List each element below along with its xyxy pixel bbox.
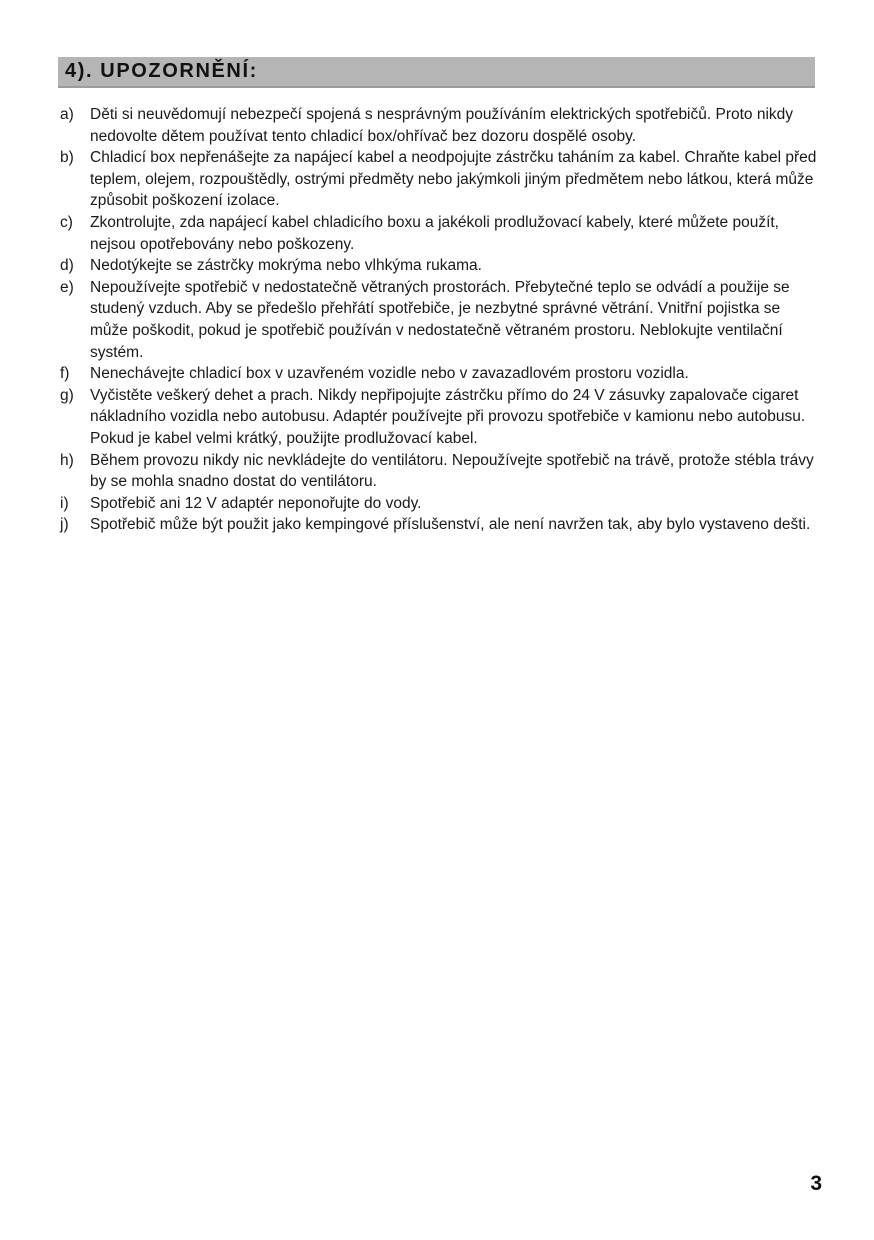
warning-list: [60, 104, 817, 536]
page-number: 3: [810, 1172, 822, 1195]
list-item-letter: h): [60, 451, 74, 469]
list-item: [60, 277, 817, 363]
list-item-text: Spotřebič ani 12 V adaptér neponořujte do vody.: [90, 494, 422, 512]
list-item-text: Chladicí box nepřenášejte za napájecí kabel a neodpojujte zástrčku taháním za kabel. Chraňte kabel před teplem, olejem, rozpouštědly, ostrými předměty nebo jakýmkoli jiným předmětem nebo látkou, která může způsobit poškození izolace.: [90, 149, 817, 210]
list-item: [60, 147, 817, 212]
list-item-letter: a): [60, 106, 74, 123]
list-item-letter: e): [60, 278, 74, 296]
list-item: [60, 493, 817, 515]
list-item-text: Vyčistěte veškerý dehet a prach. Nikdy nepřipojujte zástrčku přímo do 24 V zásuvky zapalovače cigaret nákladního vozidla nebo autobusu. Adaptér používejte při provozu spotřebiče v kamionu nebo autobusu. Pokud je kabel velmi krátký, použijte prodlužovací kabel.: [90, 386, 806, 447]
list-item-letter: b): [60, 149, 74, 167]
list-item: [60, 104, 817, 147]
list-item-letter: g): [60, 386, 74, 404]
list-item: [60, 363, 817, 385]
list-item: [60, 212, 817, 255]
list-item-letter: i): [60, 494, 69, 512]
list-item: [60, 514, 817, 536]
list-item: [60, 385, 817, 450]
list-item-text: Zkontrolujte, zda napájecí kabel chladicího boxu a jakékoli prodlužovací kabely, které můžete použít, nejsou opotřebovány nebo poškozeny.: [90, 213, 779, 253]
list-item-letter: d): [60, 257, 74, 275]
list-item-text: Během provozu nikdy nic nevkládejte do ventilátoru. Nepoužívejte spotřebič na trávě, protože stébla trávy by se mohla snadno dostat do ventilátoru.: [90, 451, 814, 491]
list-item: [60, 255, 817, 277]
section-heading-bar: [58, 57, 815, 88]
list-item-letter: j): [60, 516, 69, 534]
list-item-letter: c): [60, 213, 73, 231]
list-item-letter: f): [60, 365, 70, 383]
list-item-text: Nepoužívejte spotřebič v nedostatečně větraných prostorách. Přebytečné teplo se odvádí a použije se studený vzduch. Aby se předešlo přehřátí spotřebiče, je nezbytné správné větrání. Vnitřní pojistka se může poškodit, pokud je spotřebič používán v nedostatečně větraném prostoru. Neblokujte ventilační systém.: [90, 278, 790, 361]
section-heading: 4). UPOZORNĚNÍ:: [65, 59, 258, 82]
list-item-text: Spotřebič může být použit jako kempingové příslušenství, ale není navržen tak, aby bylo vystaveno dešti.: [90, 516, 811, 534]
list-item-text: Děti si neuvědomují nebezpečí spojená s nesprávným používáním elektrických spotřebičů. Proto nikdy nedovolte dětem používat tento chladicí box/ohřívač bez dozoru dospělé osoby.: [90, 106, 794, 145]
list-item-text: Nenechávejte chladicí box v uzavřeném vozidle nebo v zavazadlovém prostoru vozidla.: [90, 365, 689, 383]
list-item-text: Nedotýkejte se zástrčky mokrýma nebo vlhkýma rukama.: [90, 257, 482, 275]
list-item: [60, 450, 817, 493]
